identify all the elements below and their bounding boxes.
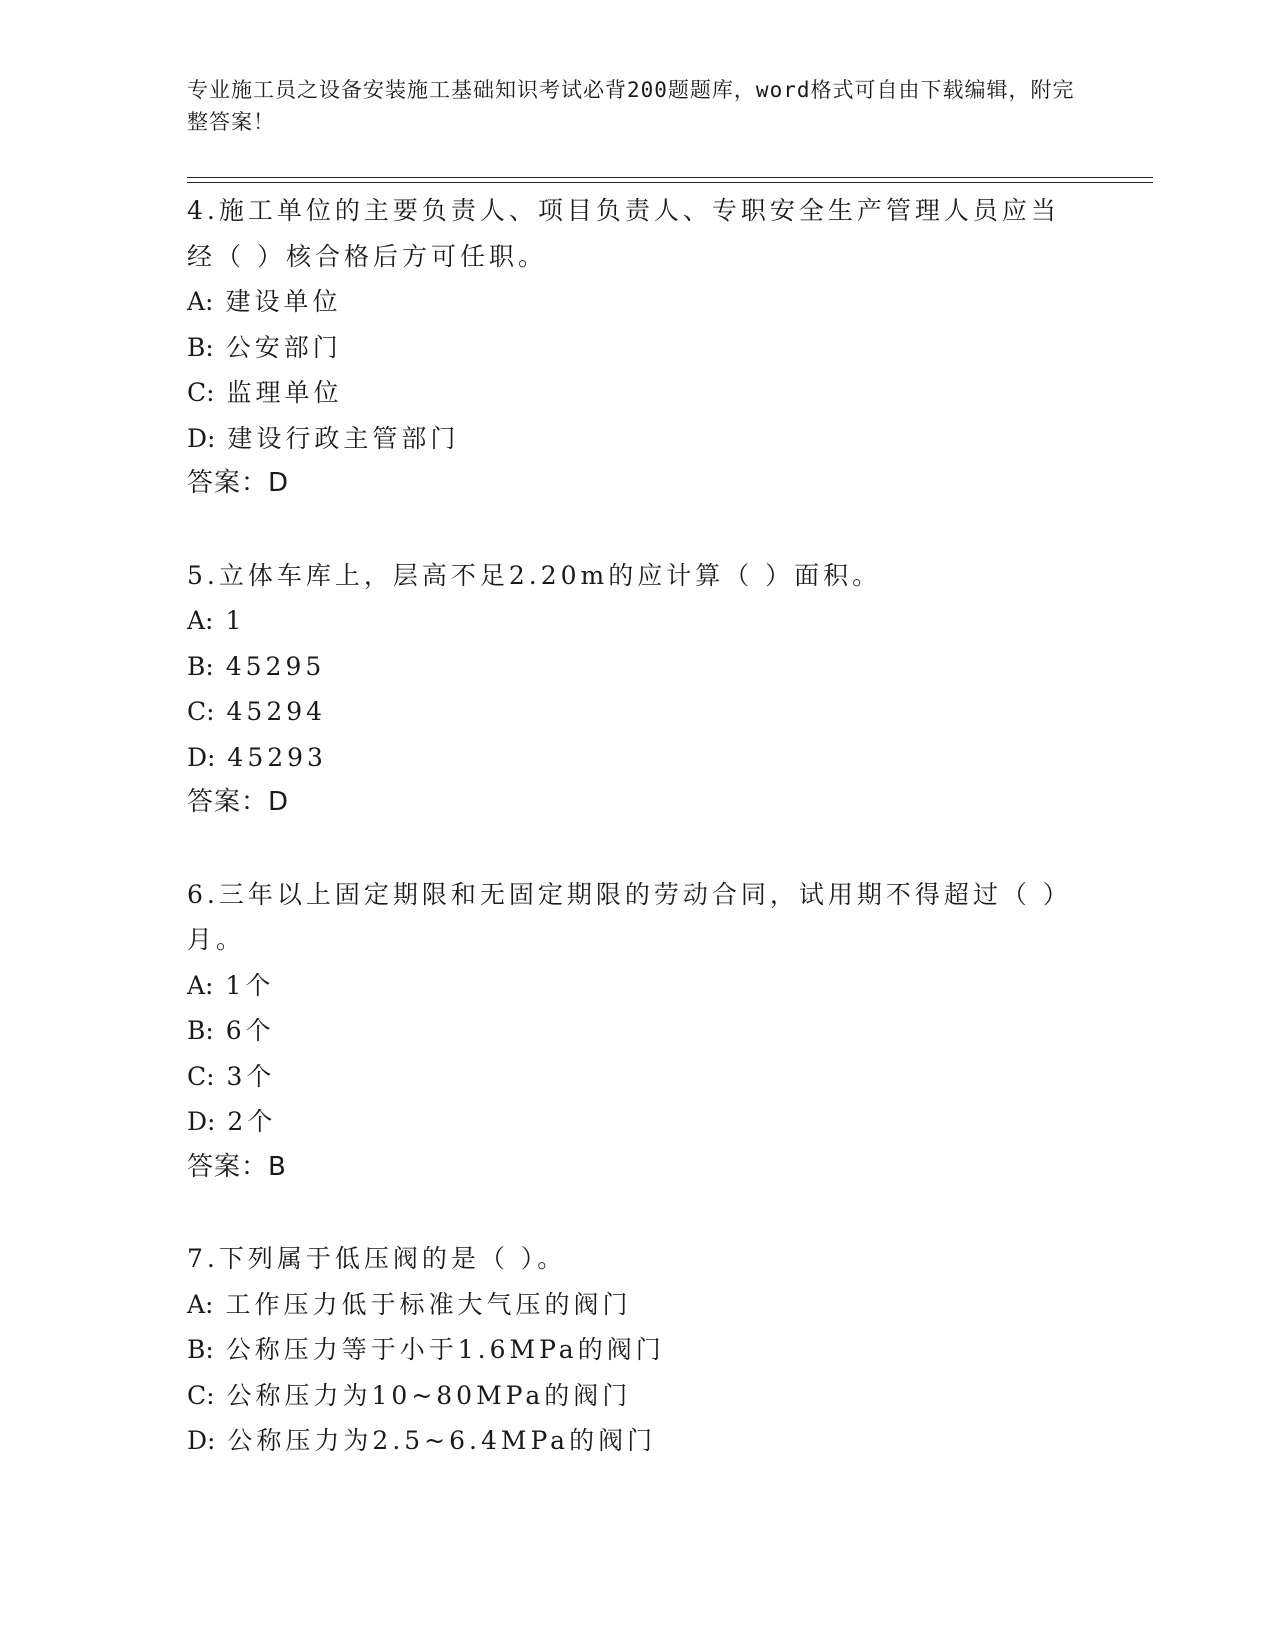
option-letter: A: [187,287,214,316]
option-letter: D: [187,1107,216,1136]
header-divider-top [187,177,1153,178]
option-text: 工作压力低于标准大气压的阀门 [225,1289,632,1319]
question-7 [187,1236,1087,1464]
option-d [187,1418,1087,1464]
question-5 [187,553,1087,826]
option-text: 3个 [226,1061,276,1091]
option-text: 监理单位 [226,378,343,407]
question-stem: 4.施工单位的主要负责人、项目负责人、专职安全生产管理人员应当经（ ）核合格后方可任职。 [187,196,1060,271]
option-c [187,1373,1087,1419]
option-text: 2个 [227,1107,277,1136]
option-letter: B: [187,1016,214,1045]
option-b [187,1008,1087,1054]
spacer [187,507,1087,553]
option-letter: B: [187,1335,214,1364]
option-letter: B: [187,651,214,681]
option-d [187,416,1087,462]
header-divider-bottom [187,182,1153,183]
question-list [187,188,1087,1464]
option-text: 公称压力为2.5~6.4MPa的阀门 [227,1426,657,1455]
option-d [187,1099,1087,1145]
option-text: 公称压力为10~80MPa的阀门 [226,1380,632,1410]
option-c [187,1054,1087,1100]
answer-line: 答案：B [187,1151,287,1182]
option-letter: A: [187,1289,214,1319]
question-stem: 6.三年以上固定期限和无固定期限的劳动合同，试用期不得超过（ ）月。 [187,879,1072,954]
option-b [187,325,1087,371]
option-c [187,689,1087,735]
option-letter: D: [187,1426,216,1455]
question-4 [187,188,1087,507]
question-stem: 5.立体车库上，层高不足2.20m的应计算（ ）面积。 [187,560,882,590]
option-a [187,1282,1087,1328]
option-d [187,735,1087,781]
spacer [187,1190,1087,1236]
option-text: 45295 [225,651,326,681]
option-letter: A: [187,970,214,1000]
option-text: 1 [225,606,246,635]
option-text: 公安部门 [225,332,342,362]
option-letter: D: [187,742,216,772]
option-text: 建设单位 [225,287,342,316]
option-letter: C: [187,697,215,726]
option-text: 45294 [226,697,327,726]
option-a [187,963,1087,1009]
spacer [187,826,1087,872]
option-b [187,1327,1087,1373]
option-text: 6个 [225,1016,275,1045]
answer-line: 答案：D [187,468,290,498]
option-text: 45293 [227,742,327,772]
option-letter: A: [187,606,214,635]
option-b [187,644,1087,690]
option-letter: B: [187,332,214,362]
option-text: 1个 [225,970,275,1000]
option-a [187,279,1087,325]
document-header: 专业施工员之设备安装施工基础知识考试必背200题题库，word格式可自由下载编辑，附完整答案！ [187,78,1075,134]
answer-line: 答案：D [187,787,290,817]
option-a [187,598,1087,644]
question-6 [187,872,1087,1191]
option-letter: C: [187,378,215,407]
option-letter: C: [187,1380,215,1410]
question-stem: 7.下列属于低压阀的是（ ）。 [187,1244,567,1273]
option-c [187,370,1087,416]
option-letter: D: [187,423,216,453]
option-letter: C: [187,1061,215,1091]
option-text: 建设行政主管部门 [227,423,460,453]
option-text: 公称压力等于小于1.6MPa的阀门 [225,1335,665,1364]
